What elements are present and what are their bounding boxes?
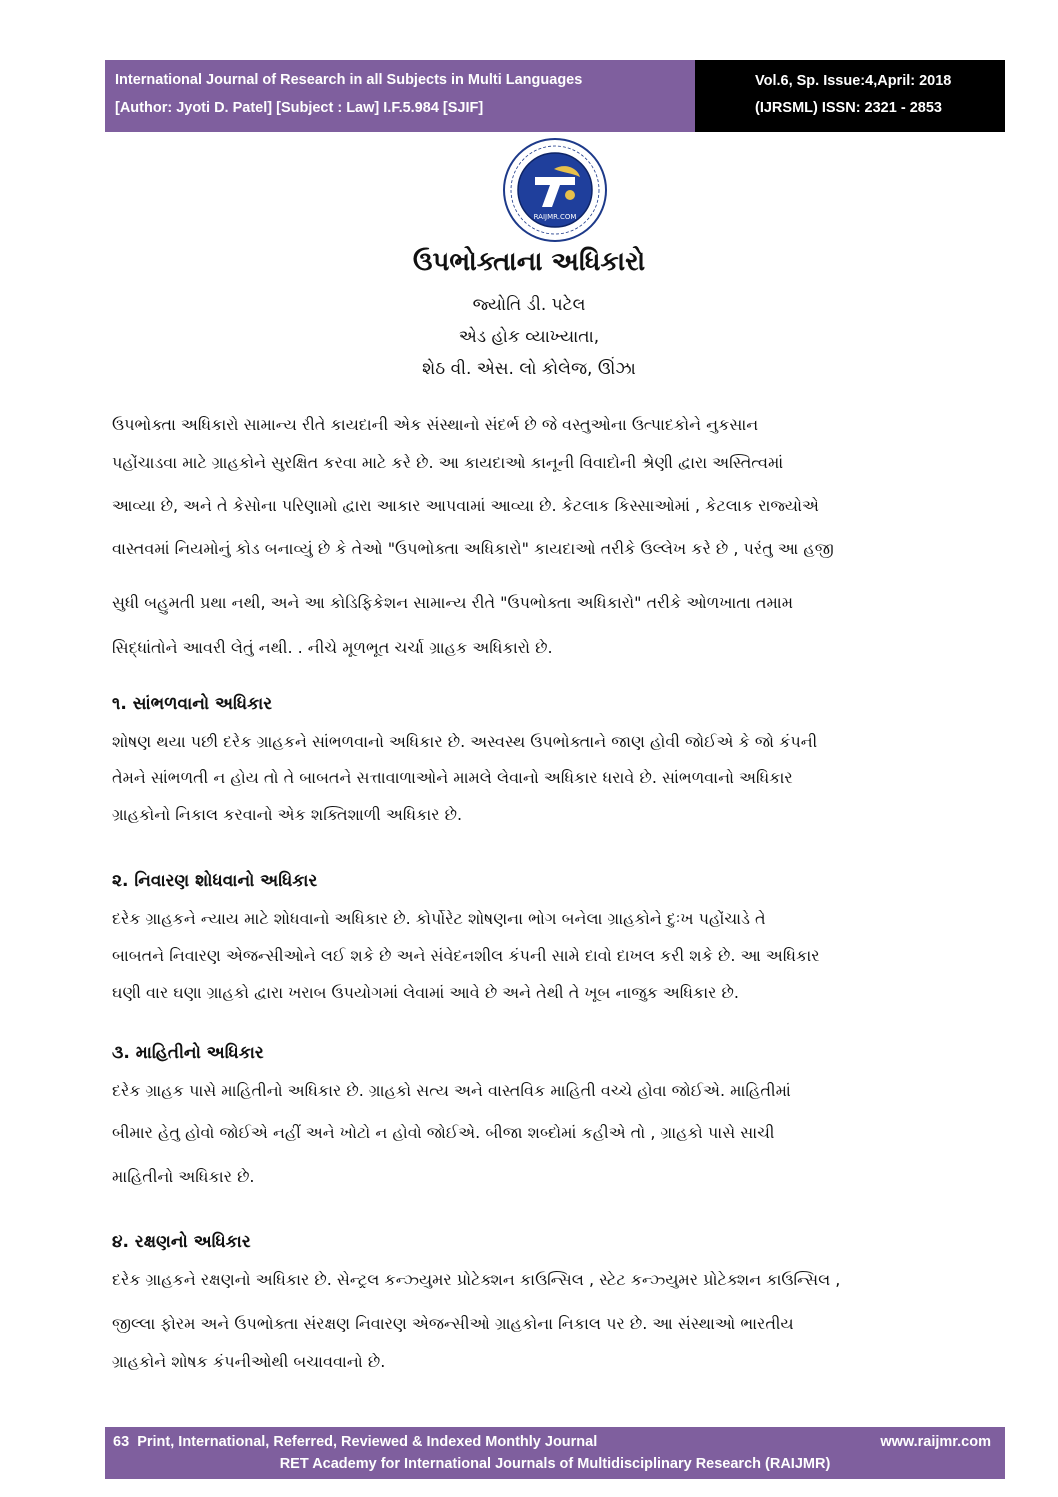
- text-line: શોષણ થયા પછી દરેક ગ્રાહકને સાંભળવાનો અધિકાર છે. અસ્વસ્થ ઉપભોક્તાને જાણ હોવી જોઈએ કે જો કંપની: [112, 732, 818, 751]
- journal-name: International Journal of Research in all Subjects in Multi Languages: [115, 72, 583, 88]
- journal-header-banner: [105, 60, 695, 132]
- text-line: દરેક ગ્રાહક પાસે માહિતીનો અધિકાર છે. ગ્રાહકો સત્ય અને વાસ્તવિક માહિતી વચ્ચે હોવા જોઈએ. માહિતીમાં: [112, 1081, 791, 1100]
- text-line: બીમાર હેતુ હોવો જોઈએ નહીં અને ખોટો ન હોવો જોઈએ. બીજા શબ્દોમાં કહીએ તો , ગ્રાહકો પાસે સાચી: [112, 1123, 775, 1142]
- footer-line-1: [113, 1434, 597, 1450]
- text-line: જીલ્લા ફોરમ અને ઉપભોક્તા સંરક્ષણ નિવારણ એજન્સીઓ ગ્રાહકોના નિકાલ પર છે. આ સંસ્થાઓ ભારતીય: [112, 1314, 794, 1333]
- section-heading: ૨. નિવારણ શોધવાનો અધિકાર: [112, 871, 318, 891]
- text-line: ગ્રાહકોનો નિકાલ કરવાનો એક શક્તિશાળી અધિકાર છે.: [112, 805, 463, 824]
- text-line: બાબતને નિવારણ એજન્સીઓને લઈ શકે છે અને સંવેદનશીલ કંપની સામે દાવો દાખલ કરી શકે છે. આ અધિકાર: [112, 946, 820, 965]
- text-line: ઘણી વાર ઘણા ગ્રાહકો દ્વારા ખરાબ ઉપયોગમાં લેવામાં આવે છે અને તેથી તે ખૂબ નાજુક અધિકાર છે.: [112, 983, 739, 1002]
- section-heading: ૪. રક્ષણનો અધિકાર: [112, 1232, 251, 1252]
- author-institution: શેઠ વી. એસ. લો કોલેજ, ઊંઝા: [422, 359, 636, 379]
- text-line: વાસ્તવમાં નિયમોનું કોડ બનાવ્યું છે કે તેઓ "ઉપભોક્તા અધિકારો" કાયદાઓ તરીકે ઉલ્લેખ કરે છે , પરંતુ આ હજી: [112, 539, 834, 558]
- volume-issue: Vol.6, Sp. Issue:4,April: 2018: [755, 73, 952, 89]
- issn-number: (IJRSML) ISSN: 2321 - 2853: [755, 100, 942, 116]
- text-line: ઉપભોક્તા અધિકારો સામાન્ય રીતે કાયદાની એક સંસ્થાનો સંદર્ભ છે જે વસ્તુઓના ઉત્પાદકોને નુકસાન: [112, 415, 759, 434]
- text-line: દરેક ગ્રાહકને ન્યાય માટે શોધવાનો અધિકાર છે. કોર્પોરેટ શોષણના ભોગ બનેલા ગ્રાહકોને દુઃખ પહોંચાડે તે: [112, 909, 766, 928]
- article-title: ઉપભોક્તાના અધિકારો: [412, 247, 646, 277]
- logo-text: RAIJMR.COM: [533, 213, 577, 221]
- section-heading: ૩. માહિતીનો અધિકાર: [112, 1043, 264, 1063]
- text-line: ગ્રાહકોને શોષક કંપનીઓથી બચાવવાનો છે.: [112, 1352, 386, 1371]
- text-line: સુધી બહુમતી પ્રથા નથી, અને આ કોડિફિકેશન સામાન્ય રીતે "ઉપભોક્તા અધિકારો" તરીકે ઓળખાતા તમામ: [112, 593, 793, 612]
- page-number: 63: [113, 1434, 130, 1450]
- text-line: આવ્યા છે, અને તે કેસોના પરિણામો દ્વારા આકાર આપવામાં આવ્યા છે. કેટલાક કિસ્સાઓમાં , કેટલાક રાજ્યોએ: [112, 496, 819, 515]
- journal-website-link[interactable]: www.raijmr.com: [880, 1434, 991, 1450]
- author-designation: એડ હોક વ્યાખ્યાતા,: [458, 327, 600, 347]
- text-line: પહોંચાડવા માટે ગ્રાહકોને સુરક્ષિત કરવા માટે કરે છે. આ કાયદાઓ કાનૂની વિવાદોની શ્રેણી દ્વારા અસ્તિત્વમાં: [112, 453, 784, 472]
- text-line: દરેક ગ્રાહકને રક્ષણનો અધિકાર છે. સેન્ટ્રલ કન્ઝ્યુમર પ્રોટેક્શન કાઉન્સિલ , સ્ટેટ કન્ઝ્યુમર પ્રોટેક્શન કાઉન્સિલ ,: [112, 1270, 841, 1289]
- text-line: તેમને સાંભળતી ન હોય તો તે બાબતને સત્તાવાળાઓને મામલે લેવાનો અધિકાર ધરાવે છે. સાંભળવાનો અધિકાર: [112, 768, 793, 787]
- text-line: સિદ્ધાંતોને આવરી લેતું નથી. . નીચે મૂળભૂત ચર્ચા ગ્રાહક અધિકારો છે.: [112, 638, 553, 657]
- section-heading: ૧. સાંભળવાનો અધિકાર: [112, 694, 273, 714]
- raijmr-logo-seal-icon: [502, 137, 608, 243]
- text-line: માહિતીનો અધિકાર છે.: [112, 1167, 255, 1186]
- publisher-name: RET Academy for International Journals of Multidisciplinary Research (RAIJMR): [279, 1456, 831, 1472]
- journal-description: Print, International, Referred, Reviewed & Indexed Monthly Journal: [137, 1434, 598, 1450]
- author-subject-line: [Author: Jyoti D. Patel] [Subject : Law] I.F.5.984 [SJIF]: [115, 100, 484, 116]
- journal-issue-box: [695, 60, 1005, 132]
- journal-footer-banner: [105, 1427, 1005, 1479]
- author-name: જ્યોતિ ડી. પટેલ: [472, 295, 586, 315]
